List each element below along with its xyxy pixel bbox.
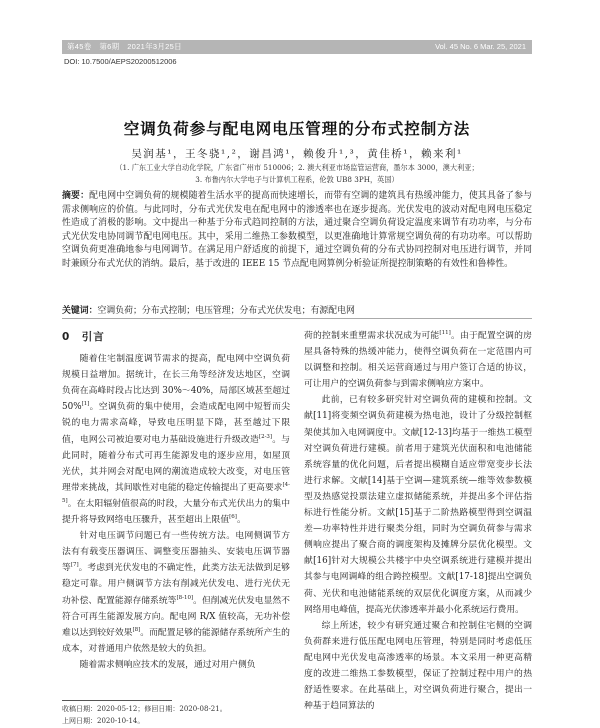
text-run: 。在太阳辐射值很高的时段，大量分布式光伏出力的集中提升将导致网络电压骤升，甚至超出上限值 — [62, 498, 290, 526]
citation: [7] — [70, 562, 79, 569]
abstract — [62, 190, 532, 271]
author-list: 吴润基¹，王冬骁¹,²，谢昌鸿¹，赖俊升¹,³，黄佳桥¹，赖来利¹ — [131, 148, 463, 160]
intro-paragraph-1 — [62, 351, 290, 528]
citation: [8] — [132, 626, 141, 633]
abstract-divider — [62, 318, 532, 319]
keywords-text: 空调负荷；分布式控制；电压管理；分布式光伏发电；有源配电网 — [97, 306, 355, 316]
citation: [1] — [81, 401, 90, 408]
intro-paragraph-2 — [62, 528, 290, 657]
footnote-received-date: 收稿日期：2020-05-12；修回日期：2020-08-21。 — [62, 705, 227, 713]
citation: [8-10] — [176, 594, 194, 601]
text-run: 针对电压调节问题已有一些传统方法。电网侧调节方法有有载变压器调压、调整变压器抽头、安装电压调节器等 — [62, 531, 290, 574]
journal-header-band — [62, 40, 532, 54]
text-run: 随着住宅制温度调节需求的提高，配电网中空调负荷规模日益增加。据统计，在长三角等经济发达地区，空调负荷在高峰时段占比达到 30%～40%，局部区域甚至超过 50% — [62, 354, 290, 413]
section-heading-introduction: 0 引言 — [62, 331, 105, 343]
right-paragraph-1 — [304, 328, 532, 392]
issue-info: 第45卷 第6期 2021年3月25日 — [67, 42, 182, 51]
citation: [4-5] — [62, 481, 290, 505]
affiliation-line-1: （1. 广东工业大学自动化学院，广东省广州市 510006；2. 澳大利亚市场监管运营商，墨尔本 3000，澳大利亚； — [115, 163, 479, 172]
text-run: 。但削减光伏发电显然不符合可再生能源发展方向。配电网 R/X 值较高，无功补偿难以达到较好效果 — [62, 595, 290, 638]
text-run: 。空调负荷的集中使用，会造成配电网中短暂而尖锐的电力需求高峰，导致电压明显下降，甚至越过下限值，电网公司被迫要对电力基础设施进行升级改造 — [62, 402, 290, 445]
keywords — [62, 303, 532, 316]
right-column — [304, 328, 532, 714]
paper-title: 空调负荷参与配电网电压管理的分布式控制方法 — [123, 120, 471, 138]
text-run: 。由于配置空调的房屋具备特殊的热缓冲能力，使得空调负荷在一定范围内可以调整和控制。相关运营商通过与用户签订合适的协议，可让用户的空调负荷参与到需求侧响应方案中。 — [304, 331, 532, 390]
right-paragraph-3: 综上所述，较少有研究通过聚合和控制住宅侧的空调负荷群来进行低压配电网电压管理，特别是同时考虑低压配电网中光伏发电高渗透率的场景。本文采用一种更高精度的改进二维热工参数模型，保证了控制过程中用户的热舒适性要求。在此基础上，对空调负荷进行聚合，提出一种基于趋同算法的 — [304, 620, 532, 712]
keywords-label: 关键词： — [62, 306, 98, 316]
volume-info-english: Vol. 45 No. 6 Mar. 25, 2021 — [435, 42, 526, 51]
citation: [2-3] — [258, 433, 273, 440]
left-column — [62, 325, 290, 673]
doi: DOI: 10.7500/AEPS20200512006 — [64, 57, 177, 66]
text-run: 。考虑到光伏发电的不确定性，此类方法无法做到足够稳定可靠。用户侧调节方法有削减光伏发电、进行光伏无功补偿、配置能源存储系统等 — [62, 563, 290, 606]
text-run: 。与此同时，随着分布式可再生能源发电的逐步应用，如屋顶光伏，其并网会对配电网的潮流造成较大改变，对电压管理带来挑战，其间歇性对电能的稳定传输提出了更高要求 — [62, 434, 290, 493]
abstract-text: 配电网中空调负荷的规模随着生活水平的提高而快速增长，而带有空调的建筑具有热缓冲能力，使其具备了参与需求侧响应的价值。与此同时，分布式光伏发电在配电网中的渗透率也在逐步提高。光伏发电的波动对配电网电压稳定性造成了消极的影响。文中提出一种基于分布式趋同控制的方法，通过聚合空调负荷设定温度来调节有功功率，与分布式光伏发电协同调节配电网电压。其中，采用二维热工参数模型，以更准确地计算常规空调负荷的有功功率。可以帮助空调负荷更准确地参与电网调节。在满足用户舒适度的前提下，通过空调负荷的分布式协同控制对电压进行调节，并同时兼顾分布式光伏的消纳。最后，基于改进的 IEEE 15 节点配电网算例分析验证所提控制策略的有效性和鲁棒性。 — [62, 191, 532, 269]
footnote-divider — [62, 700, 172, 701]
abstract-label: 摘要： — [62, 191, 90, 201]
citation: [11] — [439, 330, 451, 337]
text-run: 。而配置足够的能源储存系统所产生的成本，对普通用户依然是较大的负担。 — [62, 627, 290, 654]
footnote-online-date: 上网日期：2020-10-14。 — [62, 717, 145, 725]
intro-paragraph-3: 随着需求侧响应技术的发展，通过对用户侧负 — [79, 659, 256, 670]
citation: [6] — [229, 514, 237, 521]
text-run: 荷的控制来重塑需求状况成为可能 — [304, 331, 440, 341]
right-paragraph-2: 此前，已有较多研究针对空调负荷的建模和控制。文献[11]将变频空调负荷建模为热电池，设计了分级控制框架使其加入电网调度中。文献[12-13]均基于一维热工模型对空调负荷进行建模。前者用于建筑光伏面积和电池储能系统容量的优化问题，后者提出模糊自适应带宽变步长法进行求解。文献[14]基于空调—建筑系统—维等效参数模型及热感觉投票法建立虚拟储能系统，并提出多个评估指标进行性能分析。文献[15]基于二阶热路模型得到空调温差—功率特性并进行聚类分组，同时为空调负荷参与需求侧响应提出了聚合商的调度架构及摊牌分层优化模型。文献[16]针对大规模公共楼宇中央空调系统进行建模并提出其参与电网调峰的组合跨控模型。文献[17-18]提出空调负荷、光伏和电池储能系统的双层优化调度方案，从而减少网络用电峰值，提高光伏渗透率并最小化系统运行费用。 — [304, 395, 532, 615]
text-run: 。 — [236, 515, 246, 526]
affiliation-line-2: 3. 布鲁内尔大学电子与计算机工程系，伦敦 UB8 3PH，英国） — [195, 175, 399, 184]
